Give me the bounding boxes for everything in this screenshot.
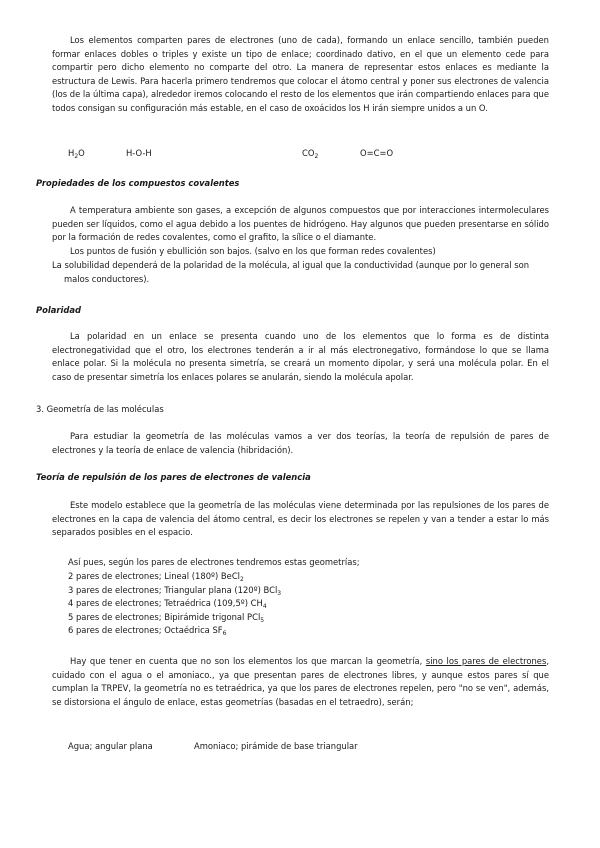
list-item: 3 pares de electrones; Triangular plana (120º) BCl$_3$ bbox=[68, 584, 282, 597]
covalent-heading: Propiedades de los compuestos covalentes bbox=[36, 178, 240, 188]
note-underlined: sino los pares de electrones bbox=[425, 656, 547, 666]
water-formula: $H_2O$ bbox=[68, 148, 85, 160]
geometry-paragraph: Para estudiar la geometría de las moléculas vamos a ver dos teorías, la teoría de repulsión de pares de electrones y la teoría de enlace de valencia (hibridación). bbox=[52, 431, 549, 455]
covalent-fusion-line: Los puntos de fusión y ebullición son bajos. (salvo en los que forman redes covalentes) bbox=[70, 246, 436, 256]
water-structure: H-O-H bbox=[126, 148, 152, 158]
list-item: 4 pares de electrones; Tetraédrica (109,5º) $CH_4$ bbox=[68, 598, 267, 611]
water-geometry-label: Agua; angular plana bbox=[68, 741, 153, 751]
polarity-paragraph: La polaridad en un enlace se presenta cuando uno de los elementos que lo forma es de distinta electronegatividad que el otro, los electrones tenderán a ir al más electronegativo, formándose lo que se llama enlace polar. Si la molécula no presenta simetría, se creará un momento dipolar, y será una molécula polar. En el caso de presentar simetría los enlaces polares se anularán, siendo la molécula apolar. bbox=[52, 331, 549, 382]
geometry-list-intro: Así pues, según los pares de electrones tendremos estas geometrías; bbox=[68, 557, 360, 567]
polarity-heading: Polaridad bbox=[36, 305, 82, 315]
trpev-heading: Teoría de repulsión de los pares de electrones de valencia bbox=[36, 472, 311, 482]
trpev-paragraph: Este modelo establece que la geometría de las moléculas viene determinada por las repulsiones de los pares de electrones en la capa de valencia del átomo central, es decir los electrones se repelen y van a tender a estar lo más separados posibles en el espacio. bbox=[52, 500, 549, 538]
list-item: 6 pares de electrones; Octaédrica $SF_6$ bbox=[68, 625, 227, 638]
intro-paragraph: Los elementos comparten pares de electrones (uno de cada), formando un enlace sencillo, también pueden formar enlaces dobles o triples y existe un tipo de enlace; coordinado dativo, en el que un elemento cede para compartir pero dicho elemento no comparte del otro. La manera de representar estos enlaces es mediante la estructura de Lewis. Para hacerla primero tendremos que colocar el átomo central y poner sus electrones de valencia (los de la última capa), alrededor iremos colocando el resto de los elementos que irán compartiendo enlaces para que todos consigan su configuración más estable, en el caso de oxoácidos los H irán siempre unidos a un O. bbox=[52, 35, 549, 113]
note-paragraph: Hay que tener en cuenta que no son los elementos los que marcan la geometría, sino los pares de electrones, cuidado con el agua o el amoniaco., ya que presentan pares de electrones libres, y aunque estos pares sí que cumplan la TRPEV, la geometría no es tetraédrica, ya que los pares de electrones repelen, pero "no se ven", además, se distorsiona el ángulo de enlace, estas geometrías (basadas en el tetraedro), serán; bbox=[52, 656, 549, 707]
co2-formula: $CO_2$ bbox=[302, 148, 319, 160]
covalent-paragraph: A temperatura ambiente son gases, a excepción de algunos compuestos que por interacciones intermoleculares pueden ser líquidos, como el agua debido a los puentes de hidrógeno. Hay algunos que pueden presentarse en sólido por la formación de redes covalentes, como el grafito, la sílice o el diamante. bbox=[52, 205, 549, 243]
geometry-list bbox=[68, 570, 281, 638]
ammonia-geometry-label: Amoniaco; pirámide de base triangular bbox=[194, 741, 358, 751]
geometry-heading: 3. Geometría de las moléculas bbox=[36, 404, 164, 414]
covalent-solubility-line: La solubilidad dependerá de la polaridad de la molécula, al igual que la conductividad (aunque por lo general son malos conductores). bbox=[52, 260, 530, 284]
list-item: 2 pares de electrones; Lineal (180º) BeCl$_2$ bbox=[68, 571, 244, 583]
list-item: 5 pares de electrones; Bipirámide trigonal PCl$_5$ bbox=[68, 611, 265, 624]
co2-structure: O=C=O bbox=[360, 148, 394, 158]
